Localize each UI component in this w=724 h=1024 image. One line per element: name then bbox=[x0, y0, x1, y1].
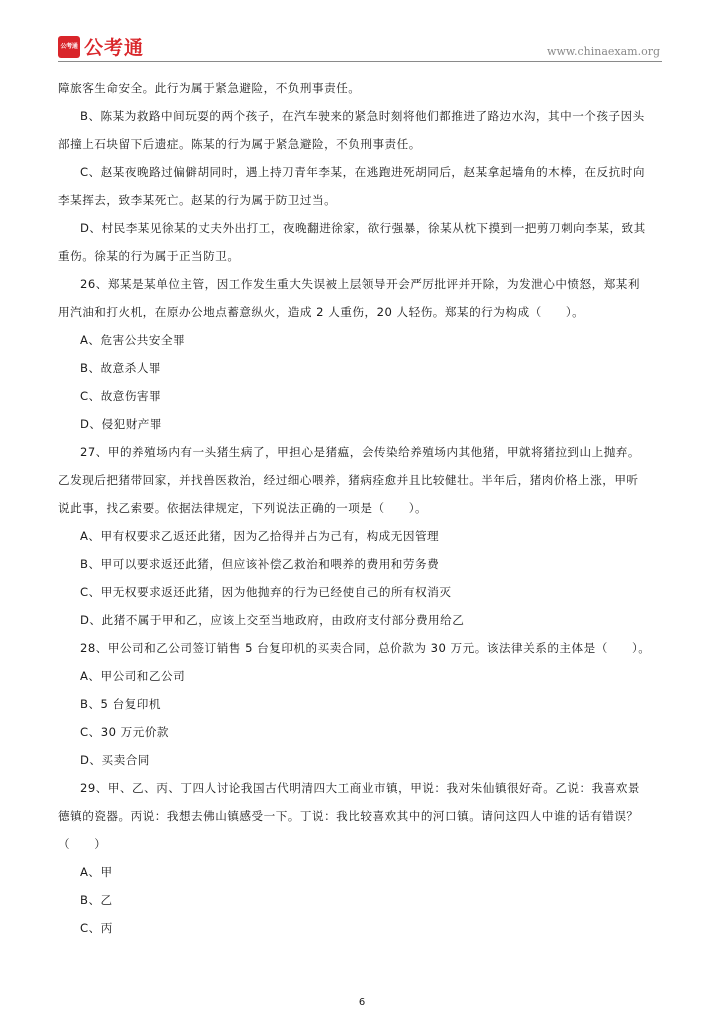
option-c-line: C、赵某夜晚路过偏僻胡同时，遇上持刀青年李某，在逃跑进死胡同后，赵某拿起墙角的木棒，在反抗时向 bbox=[80, 165, 645, 179]
text-line: 障旅客生命安全。此行为属于紧急避险，不负刑事责任。 bbox=[58, 81, 361, 95]
q26-option-d: D、侵犯财产罪 bbox=[80, 417, 162, 431]
option-d-line: D、村民李某见徐某的丈夫外出打工，夜晚翻进徐家，欲行强暴，徐某从枕下摸到一把剪刀刺向李某，致其 bbox=[80, 221, 646, 235]
q28-option-a: A、甲公司和乙公司 bbox=[80, 669, 186, 683]
logo-icon: 公考通 bbox=[58, 36, 80, 58]
q28-option-c: C、30 万元价款 bbox=[80, 725, 170, 739]
q27-option-b: B、甲可以要求返还此猪，但应该补偿乙救治和喂养的费用和劳务费 bbox=[80, 557, 440, 571]
logo-text: 公考通 bbox=[84, 37, 145, 59]
header-divider bbox=[58, 61, 662, 62]
site-url: www.chinaexam.org bbox=[547, 45, 660, 58]
text-line: 部撞上石块留下后遗症。陈某的行为属于紧急避险，不负刑事责任。 bbox=[58, 137, 421, 151]
text-line: 李某挥去，致李某死亡。赵某的行为属于防卫过当。 bbox=[58, 193, 337, 207]
q27-option-c: C、甲无权要求返还此猪，因为他抛弃的行为已经使自己的所有权消灭 bbox=[80, 585, 452, 599]
question-27: 27、甲的养殖场内有一头猪生病了，甲担心是猪瘟，会传染给养殖场内其他猪，甲就将猪拉到山上抛弃。 bbox=[80, 445, 640, 459]
text-line: 乙发现后把猪带回家，并找兽医救治，经过细心喂养，猪病痊愈并且比较健壮。半年后，猪肉价格上涨，甲听 bbox=[58, 473, 639, 487]
q26-option-c: C、故意伤害罪 bbox=[80, 389, 162, 403]
q28-option-d: D、买卖合同 bbox=[80, 753, 150, 767]
page-header bbox=[58, 32, 662, 62]
question-28: 28、甲公司和乙公司签订销售 5 台复印机的买卖合同，总价款为 30 万元。该法律关系的主体是（ ）。 bbox=[80, 641, 651, 655]
question-26: 26、郑某是某单位主管，因工作发生重大失误被上层领导开会严厉批评并开除，为发泄心中愤怒，郑某利 bbox=[80, 277, 640, 291]
q28-option-b: B、5 台复印机 bbox=[80, 697, 161, 711]
text-line: 用汽油和打火机，在原办公地点蓄意纵火，造成 2 人重伤，20 人轻伤。郑某的行为构成（ ）。 bbox=[58, 305, 585, 319]
answer-blank: （ ） bbox=[58, 837, 107, 851]
option-b-line: B、陈某为救路中间玩耍的两个孩子，在汽车驶来的紧急时刻将他们都推进了路边水沟，其中一个孩子因头 bbox=[80, 109, 645, 123]
q29-option-b: B、乙 bbox=[80, 893, 113, 907]
question-29: 29、甲、乙、丙、丁四人讨论我国古代明清四大工商业市镇，甲说：我对朱仙镇很好奇。乙说：我喜欢景 bbox=[80, 781, 640, 795]
q26-option-b: B、故意杀人罪 bbox=[80, 361, 162, 375]
q29-option-a: A、甲 bbox=[80, 865, 113, 879]
q29-option-c: C、丙 bbox=[80, 921, 113, 935]
document-body bbox=[58, 74, 666, 942]
q27-option-d: D、此猪不属于甲和乙，应该上交至当地政府，由政府支付部分费用给乙 bbox=[80, 613, 465, 627]
text-line: 重伤。徐某的行为属于正当防卫。 bbox=[58, 249, 240, 263]
text-line: 说此事，找乙索要。依据法律规定，下列说法正确的一项是（ ）。 bbox=[58, 501, 428, 515]
q26-option-a: A、危害公共安全罪 bbox=[80, 333, 186, 347]
q27-option-a: A、甲有权要求乙返还此猪，因为乙拾得并占为己有，构成无因管理 bbox=[80, 529, 440, 543]
text-line: 德镇的瓷器。丙说：我想去佛山镇感受一下。丁说：我比较喜欢其中的河口镇。请问这四人中谁的话有错误？ bbox=[58, 809, 639, 823]
page-number: 6 bbox=[358, 997, 366, 1008]
